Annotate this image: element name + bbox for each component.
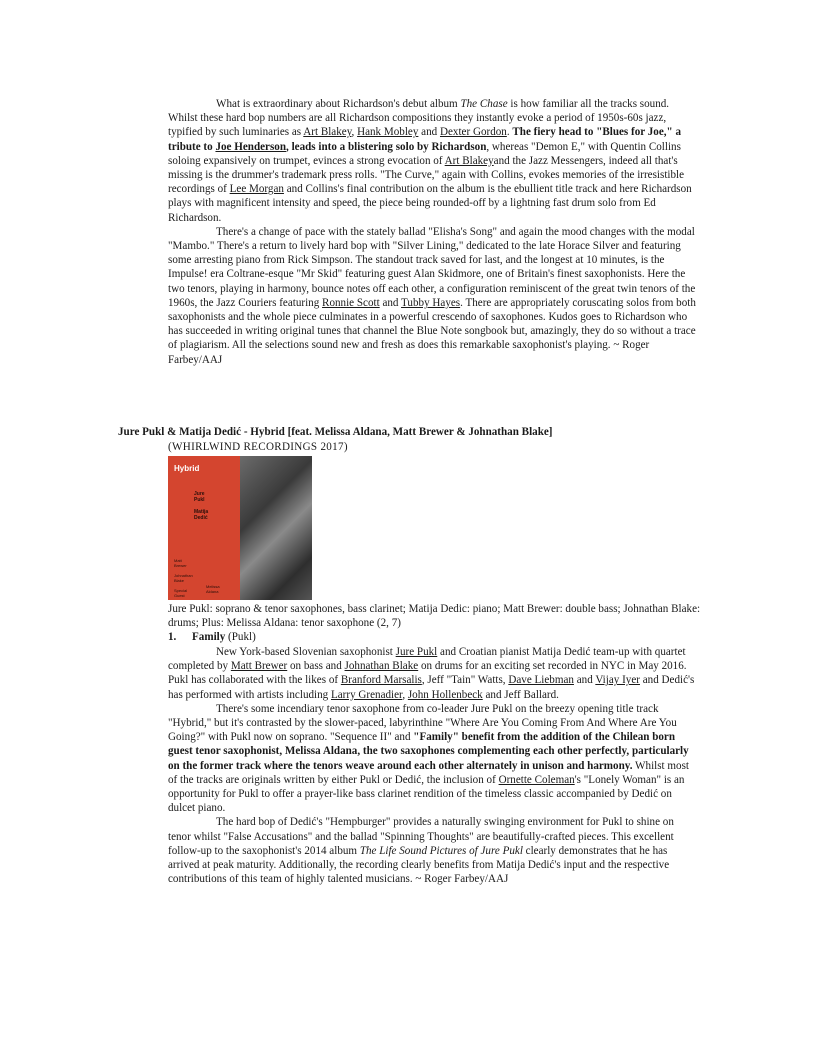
text: on drums for an exciting set recorded in NYC in May 2016. Pukl has collaborated with the likes of (168, 660, 687, 687)
link-dave-liebman[interactable]: Dave Liebman (508, 674, 574, 687)
review-paragraph (168, 225, 698, 367)
track-heading (168, 630, 256, 644)
link-hank-mobley[interactable]: Hank Mobley (357, 126, 419, 139)
track-title: Family (192, 631, 226, 643)
text: New York-based Slovenian saxophonist (216, 646, 396, 658)
link-lee-morgan[interactable]: Lee Morgan (229, 183, 284, 196)
cover-guest: Melissa Aldana (206, 584, 220, 594)
review-paragraph (168, 815, 698, 886)
text: There's some incendiary tenor saxophone from co-leader Jure Pukl on the breezy opening title track "Hybrid," but it's contrasted by the slower-paced, labyrinthine "Where Are You Coming From And Where Are You Going?" with Pukl now on soprano. "Sequence II" and (168, 702, 677, 744)
review-paragraph (168, 645, 698, 702)
link-matt-brewer[interactable]: Matt Brewer (230, 660, 288, 673)
text: and (379, 296, 402, 309)
cover-artists: Jure Pukl Matija Dedić (194, 491, 209, 521)
text: . (506, 126, 513, 139)
album-heading: Jure Pukl & Matija Dedić - Hybrid [feat. Melissa Aldana, Matt Brewer & Johnathan Blake] (118, 426, 553, 438)
link-art-blakey[interactable]: Art Blakey (303, 126, 352, 139)
text: 's "Lonely Woman" is an opportunity for Pukl to offer a prayer-like bass clarinet rendition of the timeless classic accompanied by Dedić on dulcet piano. (168, 773, 685, 815)
text: on bass and (287, 660, 345, 673)
link-johnathan-blake[interactable]: Johnathan Blake (344, 660, 419, 673)
text: and Croatian pianist Matija Dedić team-up with quartet completed by (168, 646, 686, 673)
text: , whereas "Demon E," with Quentin Collins soloing expansively on trumpet, evinces a strong evocation of (168, 140, 681, 167)
text: , (402, 688, 408, 701)
link-ronnie-scott[interactable]: Ronnie Scott (322, 296, 380, 309)
personnel-list: Jure Pukl: soprano & tenor saxophones, bass clarinet; Matija Dedic: piano; Matt Brewer: double bass; Johnathan Blake: drums; Plus: Melissa Aldana: tenor saxophone (2, 7) (168, 603, 701, 630)
link-john-hollenbeck[interactable]: John Hollenbeck (407, 688, 483, 701)
cover-personnel: Matt Brewer Johnathan Blake Special Guest (174, 558, 193, 598)
link-joe-henderson[interactable]: Joe Henderson (215, 140, 287, 153)
link-dexter-gordon[interactable]: Dexter Gordon (439, 126, 507, 139)
album-title: The Life Sound Pictures of Jure Pukl (359, 844, 523, 857)
cover-photo (240, 456, 312, 600)
review-paragraph (168, 97, 698, 225)
link-jure-pukl[interactable]: Jure Pukl (395, 646, 438, 658)
record-label: (WHIRLWIND RECORDINGS 2017) (168, 441, 348, 453)
text: . There are appropriately coruscating solos from both saxophonists and the whole piece culminates in a powerful crescendo of saxophones. Kudos goes to Richardson who has succeeded in writing original tunes that channel the Blue Note songbook but, amazingly, they do so without a trace of plagiarism. All the selections sound new and fresh as does this remarkable saxophonist's playing. ~ Roger Farbey/AAJ (168, 296, 696, 366)
link-art-blakey[interactable]: Art Blakey (444, 154, 494, 167)
album-cover-image (168, 456, 312, 600)
text: and Jeff Ballard. (482, 688, 559, 701)
text: and (418, 126, 440, 139)
album-title: The Chase (460, 98, 508, 110)
text: is how familiar all the tracks sound. Whilst these hard bop numbers are all Richardson compositions they instantly evoke a period of 1950s-60s jazz, typified by such luminaries as (168, 98, 670, 139)
cover-title: Hybrid (174, 464, 200, 473)
link-vijay-iyer[interactable]: Vijay Iyer (595, 674, 640, 687)
review-the-chase (168, 97, 698, 367)
track-number: 1. (168, 631, 177, 643)
link-branford-marsalis[interactable]: Branford Marsalis (340, 674, 422, 687)
review-hybrid (168, 645, 698, 886)
text: There's a change of pace with the stately ballad "Elisha's Song" and again the mood changes with the modal "Mambo." There's a return to lively hard bop with "Silver Lining," dedicated to the late Horace Silver and featuring some arresting piano from Rick Simpson. The standout track saved for last, and the longest at 10 minutes, is the Impulse! era Coltrane-esque "Mr Skid" featuring guest Alan Skidmore, one of Britain's finest saxophonists. Here the two tenors, playing in harmony, bounce notes off each other, a configuration reminiscent of the great twin tenors of the 1960s, the Jazz Couriers featuring (168, 225, 696, 309)
text: and Collins's final contribution on the album is the ebullient title track and here Richardson plays with magnificent intensity and speed, the piece being rounded-off by a lightning fast drum solo from Ed Richardson. (168, 183, 692, 224)
text: and the Jazz Messengers, indeed all that's missing is the drummer's trademark press rolls. "The Curve," again with Collins, evokes memories of the irresistible recordings of (168, 154, 685, 196)
review-paragraph (168, 702, 698, 816)
track-credit: (Pukl) (225, 631, 256, 643)
text: clearly demonstrates that he has arrived at peak maturity. Additionally, the recording clearly benefits from Matija Dedić's input and the respective contributions of this team of highly talented musicians. ~ Roger Farbey/AAJ (168, 844, 670, 886)
text: and Dedić's has performed with artists including (168, 674, 695, 701)
text: What is extraordinary about Richardson's debut album (216, 98, 461, 110)
bold-highlight: "Family" benefit from the addition of the Chilean born guest tenor saxophonist, Melissa Aldana, the two saxophones complementing each other perfectly, particularly on the former track where the tenors weave around each other alternately in unison and harmony. (168, 731, 689, 772)
link-ornette-coleman[interactable]: Ornette Coleman (498, 773, 575, 786)
link-larry-grenadier[interactable]: Larry Grenadier (330, 688, 403, 701)
text: The hard bop of Dedić's "Hempburger" provides a naturally swinging environment for Pukl to shine on tenor whilst "False Accusations" and the ballad "Spinning Thoughts" are beautifully-crafted pieces. This excellent follow-up to the saxophonist's 2014 album (168, 816, 674, 857)
text: Whilst most of the tracks are originals written by either Pukl or Dedić, the inclusion of (168, 759, 689, 786)
text: The fiery head to "Blues for Joe," a tribute to (168, 126, 682, 153)
link-tubby-hayes[interactable]: Tubby Hayes (401, 296, 461, 309)
text: , Jeff "Tain" Watts, (421, 674, 509, 687)
text: , (351, 126, 358, 139)
text: and (573, 674, 596, 687)
text: , leads into a blistering solo by Richardson (286, 140, 487, 153)
